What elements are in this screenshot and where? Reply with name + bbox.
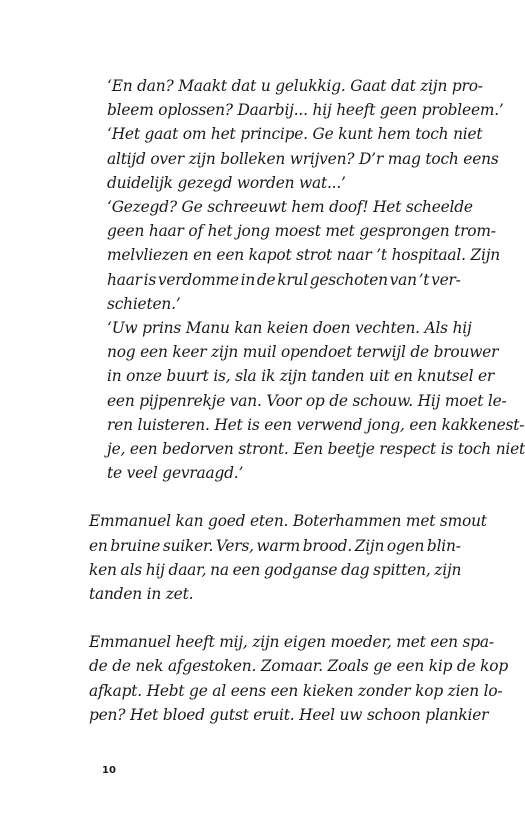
text-line: ren luisteren. Het is een verwend jong, een kakkenest-	[107, 415, 525, 434]
paragraph	[89, 630, 509, 727]
text-line: je, een bedorven stront. Een beetje respect is toch niet	[107, 440, 525, 459]
text-line: en bruine suiker. Vers, warm brood. Zijn ogen blin-	[89, 536, 461, 555]
text-line: geen haar of het jong moest met gesprongen trom-	[107, 222, 496, 241]
paragraph	[89, 74, 504, 122]
paragraph	[89, 122, 499, 195]
text-line: in onze buurt is, sla ik zijn tanden uit en knutsel er	[107, 367, 495, 386]
paragraph	[89, 509, 487, 606]
text-line: een pijpenrekje van. Voor op de schouw. Hij moet le-	[107, 391, 507, 410]
text-line: ‘Het gaat om het principe. Ge kunt hem toch niet	[107, 125, 483, 144]
text-line: Emmanuel heeft mij, zijn eigen moeder, met een spa-	[89, 633, 494, 652]
text-line: te veel gevraagd.’	[107, 464, 244, 483]
paragraph	[89, 195, 500, 316]
text-line: bleem oplossen? Daarbij... hij heeft geen probleem.’	[107, 101, 504, 120]
text-line: ‘Gezegd? Ge schreeuwt hem doof! Het scheelde	[107, 198, 473, 217]
text-line: ‘En dan? Maakt dat u gelukkig. Gaat dat zijn pro-	[107, 77, 483, 95]
text-line: afkapt. Hebt ge al eens een kieken zonder kop zien lo-	[89, 681, 503, 700]
page-number: 10	[102, 765, 116, 776]
text-line: ‘Uw prins Manu kan keien doen vechten. Als hij	[107, 319, 472, 338]
body-text	[89, 74, 525, 727]
text-line: duidelijk gezegd worden wat...’	[107, 173, 346, 192]
text-line: tanden in zet.	[89, 585, 194, 604]
text-line: nog een keer zijn muil opendoet terwijl de brouwer	[107, 343, 499, 362]
text-line: ken als hij daar, na een godganse dag spitten, zijn	[89, 560, 462, 579]
text-line: pen? Het bloed gutst eruit. Heel uw schoon plankier	[89, 705, 489, 724]
paragraph	[89, 316, 525, 485]
text-line: melvliezen en een kapot strot naar ’t hospitaal. Zijn	[107, 246, 500, 265]
text-line: haar is verdomme in de krul geschoten van ’t ver-	[107, 270, 461, 289]
text-line: schieten.’	[107, 294, 181, 313]
text-line: Emmanuel kan goed eten. Boterhammen met smout	[89, 512, 487, 531]
text-line: de de nek afgestoken. Zomaar. Zoals ge een kip de kop	[89, 657, 509, 676]
text-line: altijd over zijn bolleken wrijven? D’r mag toch eens	[107, 149, 499, 168]
